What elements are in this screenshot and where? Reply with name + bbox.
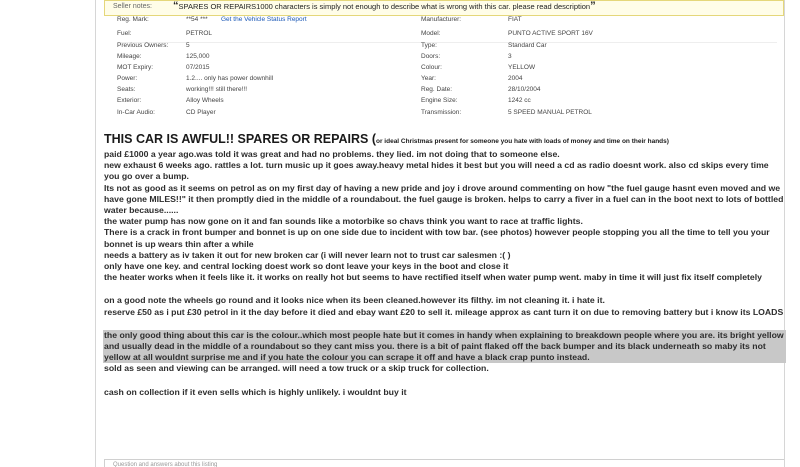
spec-label: Colour: <box>421 64 442 71</box>
seller-notes-text: “SPARES OR REPAIRS1000 characters is simply not enough to describe what is wrong with this car. please read description” <box>173 0 596 12</box>
spec-label: MOT Expiry: <box>117 64 153 71</box>
description-paragraph: on a good note the wheels go round and it looks nice when its been cleaned.however its filthy. im not cleaning it. i hate it. reserve £50 as i put £30 petrol in it the day before it died and ebay want £20 to sell it. mileage approx as cant turn it on due to removing battery but i know its LOADS <box>104 295 784 317</box>
spec-label: Reg. Date: <box>421 86 453 93</box>
spec-value: 5 SPEED MANUAL PETROL <box>508 109 592 116</box>
spec-value: CD Player <box>186 109 216 116</box>
spec-label: Type: <box>421 42 437 49</box>
spec-value: working!!! still there!!! <box>186 86 248 93</box>
spec-label: Previous Owners: <box>117 42 169 49</box>
spec-label: Mileage: <box>117 53 142 60</box>
spec-label: Model: <box>421 30 441 37</box>
spec-row <box>117 75 777 85</box>
spec-value: 07/2015 <box>186 64 210 71</box>
seller-notes-label: Seller notes: <box>113 3 152 10</box>
description-title: THIS CAR IS AWFUL!! SPARES OR REPAIRS (or ideal Christmas present for someone you hate with loads of money and time on their hands) <box>104 132 669 146</box>
spec-value: 3 <box>508 53 512 60</box>
spec-value: 125,000 <box>186 53 210 60</box>
spec-row <box>117 86 777 96</box>
content-left-border <box>95 0 96 467</box>
spec-label: Power: <box>117 75 138 82</box>
spec-label: Doors: <box>421 53 441 60</box>
vehicle-status-report-link[interactable]: Get the Vehicle Status Report <box>221 16 307 23</box>
spec-value: 1242 cc <box>508 97 531 104</box>
spec-row <box>117 109 777 119</box>
spec-label: Year: <box>421 75 436 82</box>
spec-value: FIAT <box>508 16 522 23</box>
questions-answers-heading: Question and answers about this listing <box>113 462 218 467</box>
seller-notes-box <box>104 0 784 16</box>
spec-value: 1.2.... only has power downhill <box>186 75 274 82</box>
spec-label: Reg. Mark: <box>117 16 149 23</box>
description-paragraph: cash on collection if it even sells which is highly unlikely. i wouldnt buy it <box>104 386 407 397</box>
spec-label: Fuel: <box>117 30 132 37</box>
spec-value: Standard Car <box>508 42 547 49</box>
spec-label: Exterior: <box>117 97 142 104</box>
spec-label: Engine Size: <box>421 97 458 104</box>
spec-label: Transmission: <box>421 109 462 116</box>
spec-label: Seats: <box>117 86 136 93</box>
spec-label: In-Car Audio: <box>117 109 155 116</box>
spec-value: YELLOW <box>508 64 536 71</box>
spec-value: 28/10/2004 <box>508 86 541 93</box>
content-right-border <box>784 0 785 467</box>
spec-value: PETROL <box>186 30 213 37</box>
description-body <box>104 149 784 398</box>
spec-row <box>117 64 777 74</box>
questions-answers-section <box>104 459 784 467</box>
item-description <box>104 132 784 398</box>
spec-row <box>117 16 777 26</box>
spec-value: Alloy Wheels <box>186 97 224 104</box>
selected-text-highlight: the only good thing about this car is the colour..which most people hate but it comes in handy when explaining to breakdown people where you are. its bright yellow and usually dead in the middle of a roundabout so they cant miss you. there is a bit of paint flaked off the back bumper and its black underneath so maby its not yellow at all wouldnt surprise me and if you hate the colour you can scrape it off and have a black crap punto instead. <box>103 330 786 364</box>
spec-value: 5 <box>186 42 190 49</box>
spec-label: Manufacturer: <box>421 16 462 23</box>
spec-row <box>117 30 777 40</box>
spec-row <box>117 97 777 107</box>
description-paragraph: sold as seen and viewing can be arranged. will need a tow truck or a skip truck for collection. <box>104 363 489 374</box>
spec-row <box>117 42 777 52</box>
spec-value: 2004 <box>508 75 523 82</box>
description-paragraph: paid £1000 a year ago.was told it was great and had no problems. they lied. im not doing that to someone else. new exhaust 6 weeks ago. rattles a lot. turn music up it goes away.heavy metal hides it best but you will need a cd as radio doesnt work. also cd skips every time you go over a bump. Its not as good as it seems on petrol as on my first day of having a new pride and joy i drove around commenting on how "the fuel gauge hasnt even moved and we have gone MILES!!" it then promptly died in the middle of a roundabout. the fuel gauge is broken. helps to carry a fiver in a fuel can in the boot next to lots of bottled water because...... the water pump has now gone on it and fan sounds like a motorbike so chavs think you want to race at traffic lights. There is a crack in front bumper and bonnet is up on one side due to incident with tow bar. (see photos) however people stopping you all the time to tell you your bonnet is up wears thin after a while needs a battery as iv taken it out for new broken car (i will never learn not to trust car salesmen :( ) only have one key. and central locking doest work so dont leave your keys in the boot and close it the heater works when it feels like it. it works on really hot but seems to have rectified itself when water pump went. maby in time it will just fix itself completely <box>104 149 784 283</box>
spec-value: **54 *** <box>186 16 208 23</box>
spec-row <box>117 53 777 63</box>
spec-value: PUNTO ACTIVE SPORT 16V <box>508 30 593 37</box>
